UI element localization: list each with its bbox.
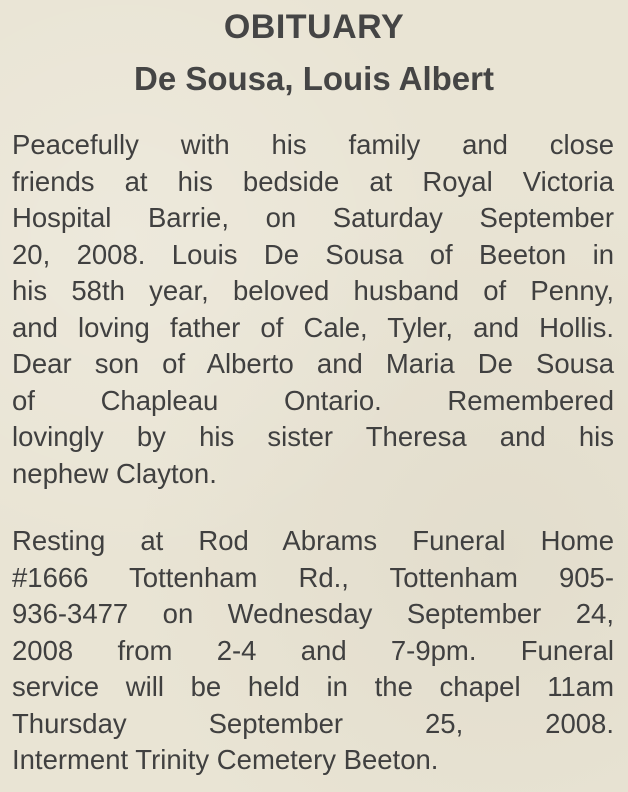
text-line: Hospital Barrie, on Saturday September — [12, 202, 614, 233]
text-line: friends at his bedside at Royal Victoria — [12, 165, 614, 197]
text-line: 2008 from 2-4 and 7-9pm. Funeral — [12, 634, 614, 666]
text-line: Resting at Rod Abrams Funeral Home — [12, 525, 614, 556]
service-paragraph — [12, 523, 614, 779]
text-line: Interment Trinity Cemetery Beeton. — [12, 744, 439, 775]
obituary-title: OBITUARY — [223, 8, 405, 46]
text-line: lovingly by his sister Theresa and his — [12, 421, 614, 452]
obituary-paragraph — [12, 127, 614, 492]
text-line: Dear son of Alberto and Maria De Sousa — [12, 348, 614, 379]
text-line: service will be held in the chapel 11am — [12, 671, 614, 702]
text-line: #1666 Tottenham Rd., Tottenham 905- — [12, 561, 614, 593]
text-line: 20, 2008. Louis De Sousa of Beeton in — [12, 238, 614, 270]
text-line: Peacefully with his family and close — [12, 129, 614, 160]
text-line: of Chapleau Ontario. Remembered — [12, 384, 614, 416]
text-line: his 58th year, beloved husband of Penny, — [12, 275, 614, 306]
text-line: Thursday September 25, 2008. — [12, 707, 614, 739]
text-line: and loving father of Cale, Tyler, and Hollis. — [12, 311, 614, 343]
text-line: 936-3477 on Wednesday September 24, — [12, 598, 614, 629]
deceased-name: De Sousa, Louis Albert — [133, 60, 494, 97]
text-line: nephew Clayton. — [12, 457, 217, 489]
